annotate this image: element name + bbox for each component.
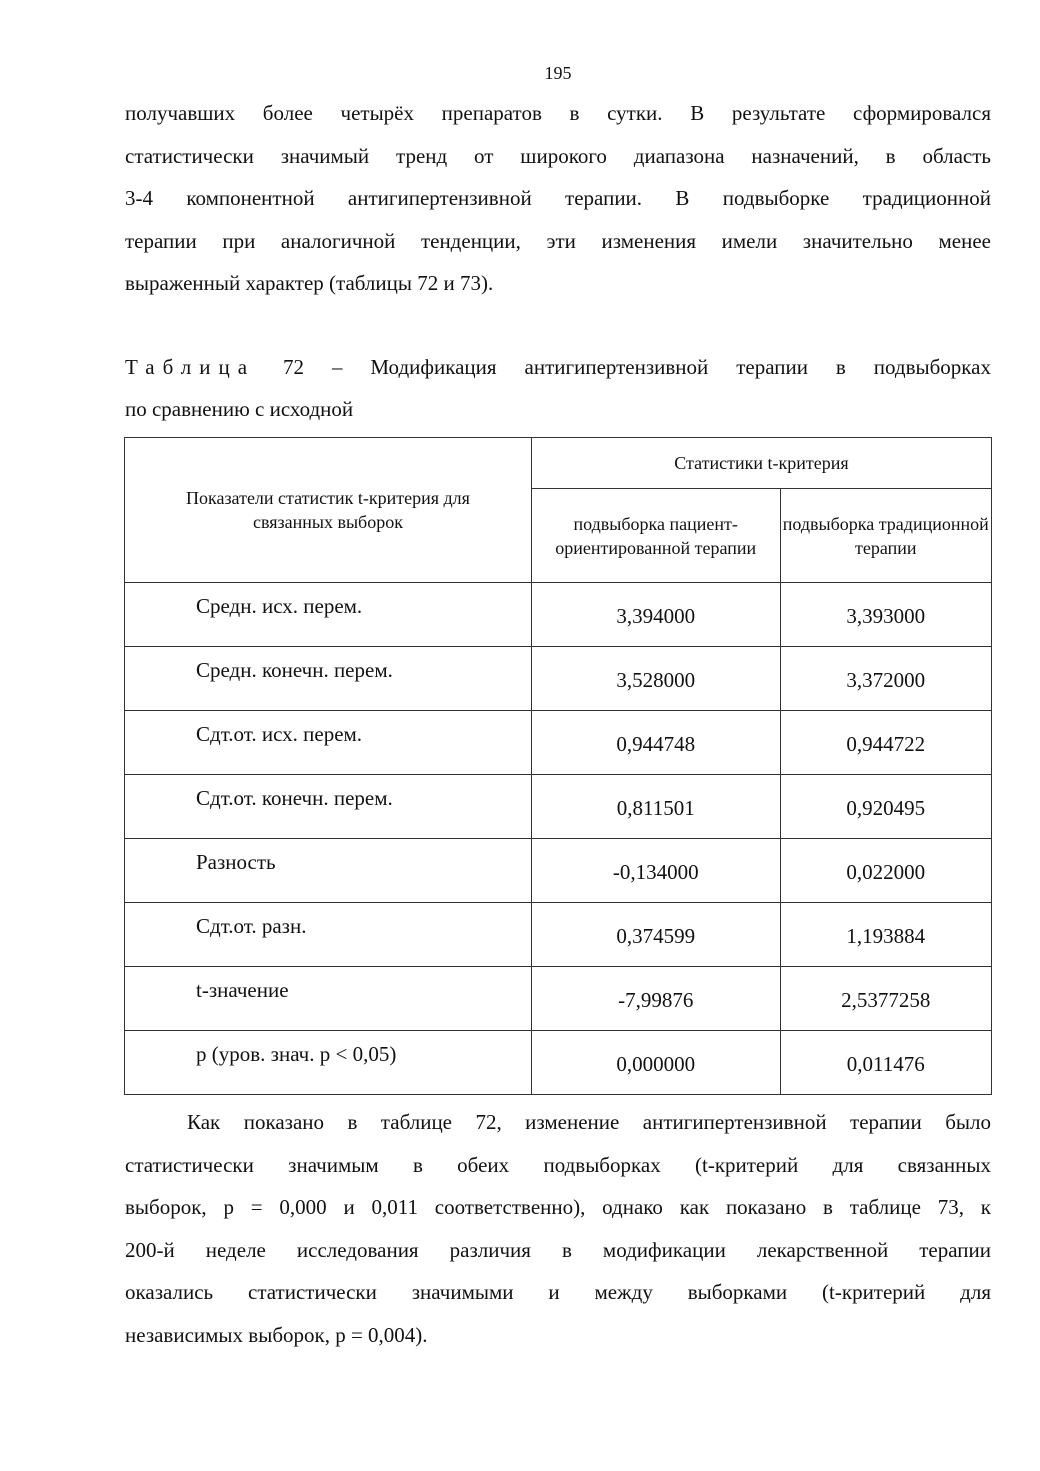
cell-patient-oriented: 0,000000: [531, 1031, 780, 1095]
caption-line: [125, 346, 991, 388]
cell-traditional: 3,372000: [780, 647, 992, 711]
caption-word-table: Таблица: [125, 355, 256, 379]
cell-traditional: 1,193884: [780, 903, 992, 967]
row-label: Разность: [125, 839, 532, 903]
cell-traditional: 0,022000: [780, 839, 992, 903]
table-row: [125, 711, 992, 775]
caption-title: 72 – Модификация антигипертензивной терапии в подвыборках: [283, 355, 991, 379]
cell-patient-oriented: 3,528000: [531, 647, 780, 711]
paragraph-line: получавших более четырёх препаратов в сутки. В результате сформировался: [125, 101, 991, 125]
paragraph-line: оказались статистически значимыми и между выборками (t-критерий для: [125, 1280, 991, 1304]
table-row: [125, 967, 992, 1031]
paragraph-line: выраженный характер (таблицы 72 и 73).: [125, 271, 494, 295]
caption-line: по сравнению с исходной: [125, 397, 354, 421]
cell-patient-oriented: 0,811501: [531, 775, 780, 839]
row-label: Сдт.от. разн.: [125, 903, 532, 967]
page-number: 195: [544, 63, 572, 83]
row-label: t-значение: [125, 967, 532, 1031]
cell-traditional: 0,011476: [780, 1031, 992, 1095]
paragraph-line: статистически значимый тренд от широкого диапазона назначений, в область: [125, 143, 991, 168]
table-row: [125, 839, 992, 903]
paragraph-line: Как показано в таблице 72, изменение антигипертензивной терапии было: [187, 1110, 991, 1134]
cell-patient-oriented: 3,394000: [531, 583, 780, 647]
header-traditional: подвыборка традиционной терапии: [780, 489, 992, 583]
row-label: Сдт.от. конечн. перем.: [125, 775, 532, 839]
header-t-statistics: Статистики t-критерия: [531, 438, 991, 489]
paragraph-line: 200-й неделе исследования различия в модификации лекарственной терапии: [125, 1237, 991, 1262]
table-row: [125, 903, 992, 967]
table-row: [125, 775, 992, 839]
paragraph-line: 3-4 компонентной антигипертензивной терапии. В подвыборке традиционной: [125, 186, 991, 210]
table-caption: [125, 346, 991, 430]
paragraph-line: статистически значимым в обеих подвыборках (t-критерий для связанных: [125, 1152, 991, 1177]
cell-traditional: 0,920495: [780, 775, 992, 839]
paragraph-line: терапии при аналогичной тенденции, эти изменения имели значительно менее: [125, 228, 991, 253]
cell-traditional: 0,944722: [780, 711, 992, 775]
paragraph-intro: [125, 92, 991, 305]
cell-traditional: 3,393000: [780, 583, 992, 647]
cell-patient-oriented: 0,374599: [531, 903, 780, 967]
header-patient-oriented: подвыборка пациент-ориентированной терапии: [531, 489, 780, 583]
paragraph-line: выборок, p = 0,000 и 0,011 соответственно), однако как показано в таблице 73, к: [125, 1195, 991, 1219]
table-row: [125, 1031, 992, 1095]
row-label: Сдт.от. исх. перем.: [125, 711, 532, 775]
paragraph-conclusion: [125, 1101, 991, 1356]
cell-patient-oriented: 0,944748: [531, 711, 780, 775]
paragraph-line: независимых выборок, p = 0,004).: [125, 1322, 428, 1347]
cell-patient-oriented: -7,99876: [531, 967, 780, 1031]
row-label: Средн. исх. перем.: [125, 583, 532, 647]
header-indicators: Показатели статистик t-критерия для связанных выборок: [125, 438, 532, 583]
row-label: Средн. конечн. перем.: [125, 647, 532, 711]
cell-patient-oriented: -0,134000: [531, 839, 780, 903]
row-label: p (уров. знач. p < 0,05): [125, 1031, 532, 1095]
cell-traditional: 2,5377258: [780, 967, 992, 1031]
table-row: [125, 647, 992, 711]
table-row: [125, 583, 992, 647]
stats-table: [124, 437, 992, 1095]
